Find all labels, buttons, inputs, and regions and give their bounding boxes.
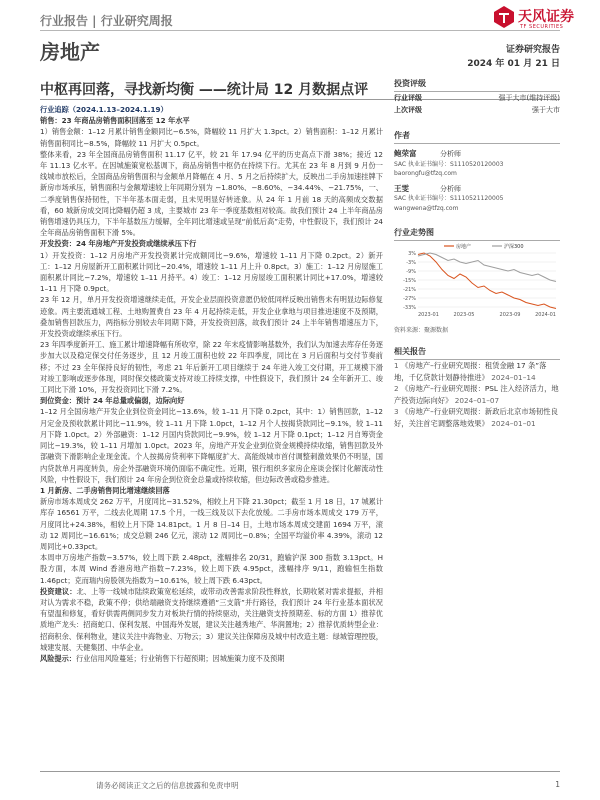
industry-name: 房地产 — [40, 40, 100, 64]
authors-heading: 作者 — [394, 130, 560, 144]
section-heading-investment: 开发投资：24 年房地产开发投资或继续承压下行 — [40, 239, 197, 249]
author-role: 分析师 — [440, 150, 461, 158]
y-tick-label: -33% — [403, 305, 416, 311]
paragraph: 23 年 12 月，单月开发投资增速继续走低，开发企业层面投资意愿仍较低同样反映出销售未有明显边际修复迹象。两主要流通城工程、土地购置费自 23 年 4 月起持续走低，开发企业拿地与项目推进速度不及预期，叠加销售回款压力，两指标分别较去年同期下降，开发投资回落，故我们预计 24 上半年销售增速压力下，开发投资或继续承压下行。 — [40, 295, 383, 339]
paragraph: 整体来看，23 年全国商品房销售面积 11.17 亿平，较 21 年 17.94 亿平的历史高点下滑 38%；接近 12 年 11.13 亿水平。在因城施策宽松基调下，商品房销售中枢仍在持续下行。尤其在 23 年 8 月到 9 月份一线城市放松后，全国商品房销售面积与金额单月降幅在 4 月、5 月之后持续扩大，反映出二手房加速挂牌下新房市场承压，销售面积与金额增速较上年同期分别为 −1.80%、−8.60%、−34.44%、−21.75%，一、二季度销售保持韧性，下半年基本面走弱，且未见明显好转迹象。从 24 年 1 月前 18 天的高频成交数据看，60 城新房成交同比降幅仍超 3 成，主要城市 23 年一季度基数相对较高。故我们预计 24 上半年商品房销售增速仍具压力，下半年基数压力缓解，全年同比增速或呈现“前低后高”走势，中性假设下，我们预计 24 全年商品房销售面积下滑 5%。 — [40, 149, 383, 238]
related-date: 2024–01–01 — [491, 418, 536, 428]
legend-label: 沪深300 — [504, 244, 524, 250]
rating-value: 强于大市(维持评级) — [498, 94, 560, 102]
rating-heading: 投资评级 — [394, 78, 560, 92]
main-body — [40, 104, 383, 664]
y-tick-label: -9% — [406, 269, 416, 275]
author-role: 分析师 — [440, 184, 461, 193]
author-name: 王雯 — [394, 183, 409, 193]
x-tick-label: 2023-01 — [418, 312, 439, 318]
related-item[interactable]: 1 《房地产–行业研究周报：租赁金融 17 条”落地，千亿贷款计划静待推进》 2024–01–14 — [394, 361, 547, 382]
chart-source: 资料来源：聚源数据 — [394, 327, 449, 334]
y-tick-label: -3% — [406, 260, 416, 266]
related-heading: 相关报告 — [394, 346, 560, 360]
advice-label: 投资建议： — [40, 586, 77, 596]
series-line-0 — [418, 253, 556, 309]
author-email[interactable]: wangwena@tfzq.com — [394, 204, 459, 212]
paragraph: 本周申万房地产指数−3.57%，较上周下跌 2.48pct，涨幅排名 20/31，跑输沪深 300 指数 3.13pct。H 股方面，本周 Wind 香港房地产指数−7.23%，较上周下跌 4.95pct，涨幅排序 9/11，跑输恒生指数 1.46pct；克而瑞内房股领先指数为−10.61%，较上周下跌 6.43pct。 — [40, 553, 383, 585]
logo-subtext: TF SECURITIES — [520, 24, 564, 30]
related-list — [394, 360, 560, 429]
y-tick-label: 3% — [408, 251, 416, 257]
related-title[interactable]: 《房地产–行业研究周报：PSL 注入经济活力，地产投资边际向好》 — [394, 384, 559, 405]
rating-label: 行业评级 — [394, 94, 422, 102]
sidebar — [394, 78, 560, 429]
paragraph: 1）开发投资：1–12 月房地产开发投资累计完成额同比−9.6%，增速较 1–11 月下降 0.2pct。2）新开工：1–12 月房屋新开工面积累计同比−20.4%，增速较 1–11 月上升 0.8pct。3）施工：1–12 月房屋施工面积累计同比−7.2%，增速较 1–11 月持平。4）竣工：1–12 月房屋竣工面积累计同比+17.0%，增速较 1–11 月下降 0.9pct。 — [40, 250, 383, 294]
x-tick-label: 2024-01 — [535, 312, 556, 318]
section-heading-sales: 销售：23 年商品房销售面积回落至 12 年水平 — [40, 116, 190, 126]
author-email[interactable]: baorongfu@tfzq.com — [394, 170, 457, 177]
legend-label: 房地产 — [456, 244, 472, 250]
logo-text: 天风证券 — [518, 9, 574, 25]
trend-heading: 行业走势图 — [394, 227, 560, 241]
x-tick-label: 2023-09 — [499, 312, 521, 318]
author-name: 鲍荣富 — [394, 149, 417, 158]
author-license: SAC 执业证书编号：S1110521120005 — [394, 195, 504, 202]
paragraph: 1–12 月全国房地产开发企业到位资金同比−13.6%，较 1–11 月下降 0.2pct，其中：1）销售回款，1–12 月定金及预收款累计同比−11.9%，较 1–11 月下降 1.0pct，1–12 月个人按揭贷款同比−9.1%，较 1–11 月下降 1.0pct。2）外部融资：1–12 月国内贷款同比−9.9%，较 1–12 月下降 0.1pct；1–12 月自筹资金同比−19.3%，较 1–11 月增加 1.0pct。2023 年，房地产开发企业到位资金规模持续收缩，销售回款及外部融资下滑影响企业现金流。个人按揭房贷利率下降幅度扩大、高能级城市首付调整刺激效果仍不明显，国内贷款单月再度转负，房企外部融资环境仍面临不确定性。近期，银行组织多家房企座谈会探讨化解流动性风险，中性假设下，我们预计 24 年房企到位资金总量或持续收缩，但边际改善或稳步推进。 — [40, 407, 383, 484]
paragraph: 23 年四季度新开工、施工累计增速降幅有所收窄，除 22 年末疫情影响基数外，我们认为加速去库存任务逐步加大以及稳定保交付任务逐步，且 12 月竣工面积也较 22 年四季度，同比在 3 月后面积与交付节奏前移；不过 23 全年保持良好的韧性，考虑 21 年后新开工项目继续于 24 年进入竣工交付期，开工规模下滑对竣工影响或逐步体现，同时保交楼政策支持对竣工持续支撑，中性假设下，我们预计 24 全年新开工、竣工同比下滑 10%，开发投资同比下滑 7.2%。 — [40, 340, 383, 395]
prev-rating-row — [394, 104, 560, 116]
report-date: 2024 年 01 月 21 日 — [467, 59, 560, 69]
author-card — [394, 149, 560, 179]
rating-row — [394, 92, 560, 104]
prev-rating-label: 上次评级 — [394, 106, 422, 114]
advice-text: 北、上等一线城市陆续政策宽松延续，或带动改善需求阶段性释放，长期收紧对需求提振，并相对认为需求不稳，政策不停；供给端融资支持继续遵循“三支箭”并行路径，我们预计 24 年行业基本面状况有望温和修复，看好供需两侧同步发力对板块行情的持续驱动，关注融资支持预期差、标的方面 1）推荐优质地产龙头：招商蛇口、保利发展、中国海外发展，建议关注越秀地产、华润置地；2）推荐优质转型企业：招商积余、保利物业，建议关注中海物业、万物云；3）建议关注保障房及城中村改造主题：绿城管理控股，城建发展、天健集团、中华企业。 — [40, 586, 383, 652]
related-date: 2024–01–14 — [491, 372, 536, 382]
related-item[interactable]: 2 《房地产–行业研究周报：PSL 注入经济活力，地产投资边际向好》 2024–01–07 — [394, 384, 559, 405]
related-title[interactable]: 《房地产–行业研究周报：新政后北京市场韧性良好，关注首宅调整落地效果》 — [394, 407, 558, 428]
report-title: 中枢再回落，寻找新均衡 ——统计局 12 月数据点评 — [40, 82, 369, 98]
related-item[interactable]: 3 《房地产–行业研究周报：新政后北京市场韧性良好，关注首宅调整落地效果》 2024–01–01 — [394, 407, 558, 428]
paragraph-investment-advice — [40, 586, 383, 653]
author-card — [394, 184, 560, 214]
period-heading: 行业追踪（2024.1.13–2024.1.19） — [40, 105, 168, 114]
y-tick-label: -27% — [403, 296, 416, 302]
related-title[interactable]: 《房地产–行业研究周报：租赁金融 17 条”落地，千亿贷款计划静待推进》 — [394, 361, 547, 382]
x-tick-label: 2023-05 — [453, 312, 475, 318]
paragraph-risk — [40, 653, 383, 664]
report-type: 证券研究报告 — [505, 45, 560, 55]
trend-chart — [394, 241, 560, 321]
risk-label: 风险提示： — [40, 653, 76, 663]
report-section: 行业报告 | 行业研究周报 — [40, 14, 173, 28]
series-line-1 — [418, 253, 556, 282]
paragraph: 1）销售金额：1–12 月累计销售金额同比−6.5%，降幅较 11 月扩大 1.3pct。2）销售面积：1–12 月累计销售面积同比−8.5%，降幅较 11 月扩大 0.5pct。 — [40, 127, 383, 148]
author-license: SAC 执业证书编号：S1110520120003 — [394, 160, 504, 168]
related-date: 2024–01–07 — [454, 395, 500, 405]
section-heading-funds: 到位资金：预计 24 年总量或偏弱，边际向好 — [40, 396, 185, 406]
y-tick-label: -15% — [403, 278, 416, 284]
paragraph: 新房市场本周成交 262 万平，月度同比−31.52%，相较上月下降 21.30pct；截至 1 月 18 日，17 城累计库存 16561 万平，二线去化周期 17.5 个月，一线三线及以下去化放缓。二手房市场本周成交 179 万平，月度同比+24.38%，相较上月下降 14.81pct。1 月 8 日–14 日，土地市场本周成交建面 1694 万平，滚动 12 周同比−16.61%；成交总额 246 亿元，滚动 12 周同比−0.8%；全国平均溢价率 4.39%，滚动 12 周同比+0.33pct。 — [40, 497, 384, 551]
disclaimer: 请务必阅读正文之后的信息披露和免责申明 — [96, 781, 239, 790]
risk-text: 行业信用风险蔓延；行业销售下行超预期；因城施策力度不及预期 — [75, 653, 285, 663]
footer-divider — [40, 771, 560, 772]
y-tick-label: -21% — [403, 287, 416, 293]
prev-rating-value: 强于大市 — [532, 106, 560, 114]
header-divider — [40, 30, 560, 31]
logo-mark-icon — [494, 6, 514, 28]
section-heading-market: 1 月新房、二手房销售同比增速继续回落 — [40, 485, 170, 495]
page-number: 1 — [555, 780, 560, 789]
